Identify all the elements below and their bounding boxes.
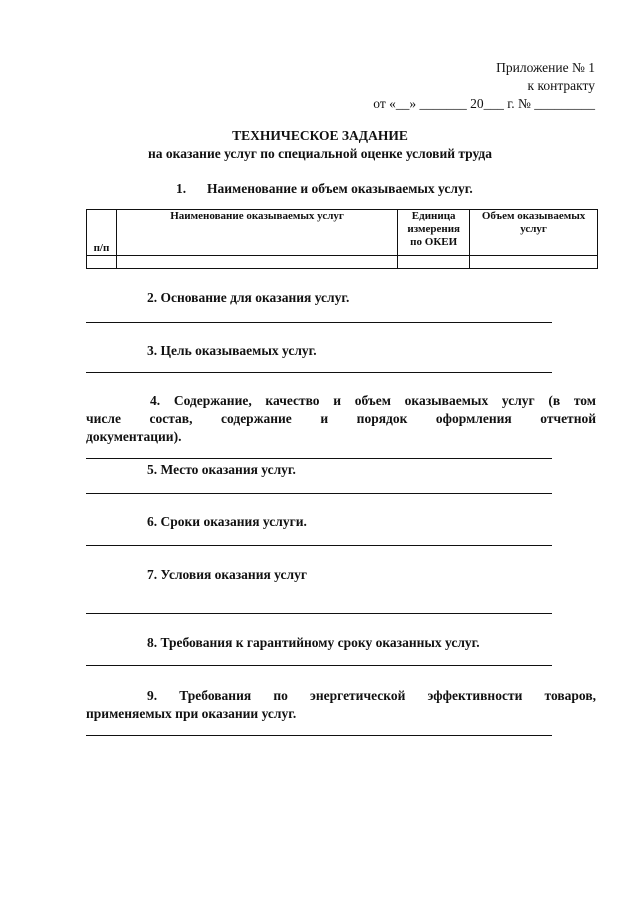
document-title: ТЕХНИЧЕСКОЕ ЗАДАНИЕ xyxy=(232,128,408,143)
fill-line-6[interactable] xyxy=(86,545,552,546)
document-subtitle: на оказание услуг по специальной оценке условий труда xyxy=(148,146,492,161)
section-7-heading: 7. Условия оказания услуг xyxy=(147,567,307,582)
table-row xyxy=(87,256,598,269)
fill-line-3[interactable] xyxy=(86,372,552,373)
table-cell[interactable] xyxy=(116,256,397,269)
fill-line-8[interactable] xyxy=(86,665,552,666)
fill-line-7[interactable] xyxy=(86,613,552,614)
col-number-header: п/п xyxy=(87,210,117,256)
section-1-heading: Наименование и объем оказываемых услуг. xyxy=(207,181,473,196)
section-9-line-1: 9. Требования по энергетической эффективности товаров, xyxy=(147,688,596,703)
fill-line-4[interactable] xyxy=(86,458,552,459)
appendix-label: Приложение № 1 xyxy=(496,60,595,75)
section-4-line-3: документации). xyxy=(86,429,182,444)
section-9-line-2: применяемых при оказании услуг. xyxy=(86,706,297,721)
table-cell[interactable] xyxy=(470,256,598,269)
contract-date-line: от «__» _______ 20___ г. № _________ xyxy=(373,96,595,111)
services-table xyxy=(86,209,598,269)
table-cell[interactable] xyxy=(398,256,470,269)
section-1-number: 1. xyxy=(176,181,187,196)
section-4-line-2: числе состав, содержание и порядок оформления отчетной xyxy=(86,411,596,426)
fill-line-5[interactable] xyxy=(86,493,552,494)
section-8-heading: 8. Требования к гарантийному сроку оказанных услуг. xyxy=(147,635,480,650)
section-5-heading: 5. Место оказания услуг. xyxy=(147,462,296,477)
section-2-heading: 2. Основание для оказания услуг. xyxy=(147,290,350,305)
section-3-heading: 3. Цель оказываемых услуг. xyxy=(147,343,317,358)
section-4-line-1: 4. Содержание, качество и объем оказываемых услуг (в том xyxy=(150,393,596,408)
table-header-row xyxy=(87,210,598,256)
col-unit-header: Единица измерения по ОКЕИ xyxy=(398,210,470,256)
fill-line-2[interactable] xyxy=(86,322,552,323)
table-cell[interactable] xyxy=(87,256,117,269)
fill-line-9[interactable] xyxy=(86,735,552,736)
contract-label: к контракту xyxy=(527,78,595,93)
section-6-heading: 6. Сроки оказания услуги. xyxy=(147,514,307,529)
col-name-header: Наименование оказываемых услуг xyxy=(116,210,397,256)
col-volume-header: Объем оказываемых услуг xyxy=(470,210,598,256)
